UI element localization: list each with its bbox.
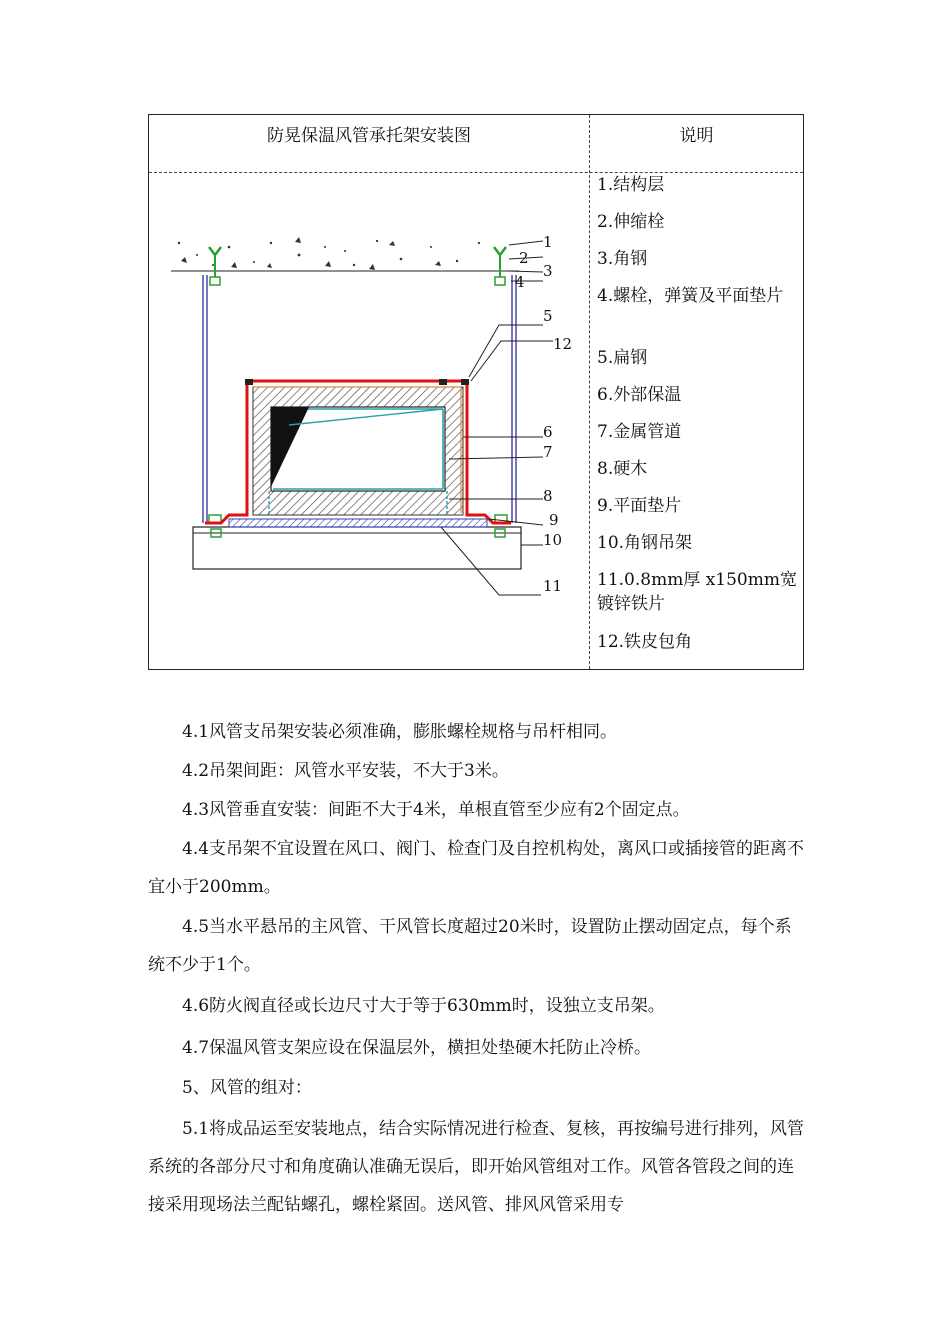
legend-item: 1.结构层: [597, 175, 665, 195]
legend-title: 说明: [679, 126, 714, 146]
figure-title: 防晃保温风管承托架安装图: [267, 126, 471, 146]
callout-2: 2: [519, 249, 529, 267]
paragraph-4-3: 4.3风管垂直安装：间距不大于4米，单根直管至少应有2个固定点。: [182, 800, 690, 820]
legend-item: 10.角钢吊架: [597, 533, 693, 553]
left-hanger: [203, 247, 221, 523]
legend-item: 6.外部保温: [597, 385, 682, 405]
legend-item: 2.伸缩栓: [597, 212, 665, 232]
right-hanger: [494, 247, 516, 523]
paragraph-5-1: 5.1将成品运至安装地点，结合实际情况进行检查、复核，再按编号进行排列，风管系统的各部分尺寸和角度确认准确无误后，即开始风管组对工作。风管各管段之间的连接采用现场法兰配钻螺孔，螺栓紧固。送风管、排风风管采用专: [148, 1119, 805, 1215]
legend-list: [597, 173, 802, 667]
legend-item: 4.螺栓，弹簧及平面垫片: [597, 286, 784, 306]
callout-8: 8: [543, 487, 553, 505]
callout-9: 9: [549, 511, 559, 529]
galvanized-sheet: [229, 519, 487, 527]
legend-item: 12.铁皮包角: [597, 632, 693, 652]
callout-7: 7: [543, 443, 553, 461]
paragraph-4-5: 4.5当水平悬吊的主风管、干风管长度超过20米时，设置防止摆动固定点，每个系统不少于1个。: [148, 917, 792, 975]
structure-layer: [171, 237, 519, 271]
callout-11: 11: [543, 577, 563, 595]
callout-6: 6: [543, 423, 553, 441]
duct-bracket-drawing: [149, 115, 589, 669]
column-divider: [589, 115, 590, 669]
legend-item: 7.金属管道: [597, 422, 682, 442]
paragraph-4-1: 4.1风管支吊架安装必须准确，膨胀螺栓规格与吊杆相同。: [182, 722, 618, 742]
figure-table: [148, 114, 804, 670]
legend-item: 8.硬木: [597, 459, 648, 479]
callout-12: 12: [553, 335, 573, 353]
paragraph-4-7: 4.7保温风管支架应设在保温层外，横担处垫硬木托防止冷桥。: [182, 1038, 652, 1058]
callout-4: 4: [515, 273, 525, 291]
section-heading-5: 5、风管的组对：: [182, 1078, 312, 1098]
paragraph-4-2: 4.2吊架间距：风管水平安装，不大于3米。: [182, 761, 509, 781]
legend-item: 9.平面垫片: [597, 496, 682, 516]
callout-10: 10: [543, 531, 563, 549]
callout-3: 3: [543, 262, 553, 280]
callout-5: 5: [543, 307, 553, 325]
paragraph-4-4: 4.4支吊架不宜设置在风口、阀门、检查门及自控机构处，离风口或插接管的距离不宜小于200mm。: [148, 839, 805, 897]
legend-item: 3.角钢: [597, 249, 648, 269]
legend-item: 11.0.8mm厚 x150mm宽镀锌铁片: [597, 570, 797, 614]
paragraph-4-6: 4.6防火阀直径或长边尺寸大于等于630mm时，设独立支吊架。: [182, 996, 665, 1016]
callout-1: 1: [543, 233, 553, 251]
legend-item: 5.扁钢: [597, 348, 648, 368]
